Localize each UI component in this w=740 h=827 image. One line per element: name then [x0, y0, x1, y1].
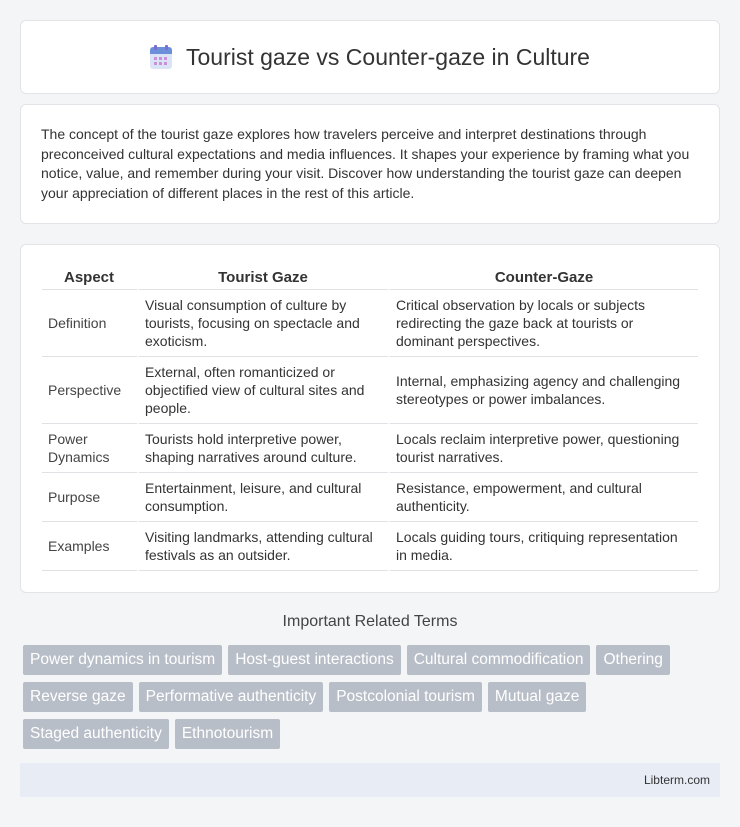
related-term-tag[interactable]: Host-guest interactions [228, 645, 401, 675]
header-card [20, 20, 720, 94]
related-term-tag[interactable]: Postcolonial tourism [329, 682, 482, 712]
row-aspect: Purpose [42, 473, 139, 522]
row-aspect: Definition [42, 290, 139, 357]
row-aspect: Power Dynamics [42, 424, 139, 473]
page-title: Tourist gaze vs Counter-gaze in Culture [186, 43, 590, 70]
row-tourist-gaze: Tourists hold interpretive power, shaping narratives around culture. [139, 424, 390, 473]
row-aspect: Examples [42, 522, 139, 571]
related-term-tag[interactable]: Reverse gaze [23, 682, 133, 712]
header-tourist-gaze: Tourist Gaze [139, 265, 390, 290]
row-tourist-gaze: External, often romanticized or objectified view of cultural sites and people. [139, 357, 390, 424]
footer [20, 763, 720, 797]
row-counter-gaze: Locals reclaim interpretive power, questioning tourist narratives. [390, 424, 698, 473]
related-term-tag[interactable]: Performative authenticity [139, 682, 324, 712]
row-tourist-gaze: Visiting landmarks, attending cultural festivals as an outsider. [139, 522, 390, 571]
table-row [42, 424, 698, 473]
table-row [42, 357, 698, 424]
row-tourist-gaze: Entertainment, leisure, and cultural consumption. [139, 473, 390, 522]
related-term-tag[interactable]: Mutual gaze [488, 682, 586, 712]
calendar-icon [150, 45, 172, 69]
footer-site-link[interactable]: Libterm.com [643, 773, 710, 787]
row-aspect: Perspective [42, 357, 139, 424]
table-row [42, 522, 698, 571]
related-term-tag[interactable]: Power dynamics in tourism [23, 645, 222, 675]
related-terms-title: Important Related Terms [282, 613, 458, 630]
related-term-tag[interactable]: Staged authenticity [23, 719, 169, 749]
comparison-table [42, 265, 698, 571]
table-row [42, 290, 698, 357]
row-tourist-gaze: Visual consumption of culture by tourists, focusing on spectacle and exoticism. [139, 290, 390, 357]
related-term-tag[interactable]: Othering [596, 645, 669, 675]
related-terms-list [23, 645, 723, 756]
header-aspect: Aspect [42, 265, 139, 290]
row-counter-gaze: Critical observation by locals or subjects redirecting the gaze back at tourists or dominant perspectives. [390, 290, 698, 357]
related-term-tag[interactable]: Ethnotourism [175, 719, 280, 749]
intro-card [20, 104, 720, 224]
table-row [42, 473, 698, 522]
row-counter-gaze: Resistance, empowerment, and cultural authenticity. [390, 473, 698, 522]
related-term-tag[interactable]: Cultural commodification [407, 645, 591, 675]
table-header-row [42, 265, 698, 290]
row-counter-gaze: Internal, emphasizing agency and challenging stereotypes or power imbalances. [390, 357, 698, 424]
row-counter-gaze: Locals guiding tours, critiquing representation in media. [390, 522, 698, 571]
header-counter-gaze: Counter-Gaze [390, 265, 698, 290]
intro-text: The concept of the tourist gaze explores how travelers perceive and interpret destinations through preconceived cultural expectations and media influences. It shapes your experience by framing what you notice, value, and remember during your visit. Discover how understanding the tourist gaze can deepen your appreciation of different places in the rest of this article. [41, 126, 690, 201]
comparison-table-card [20, 244, 720, 593]
